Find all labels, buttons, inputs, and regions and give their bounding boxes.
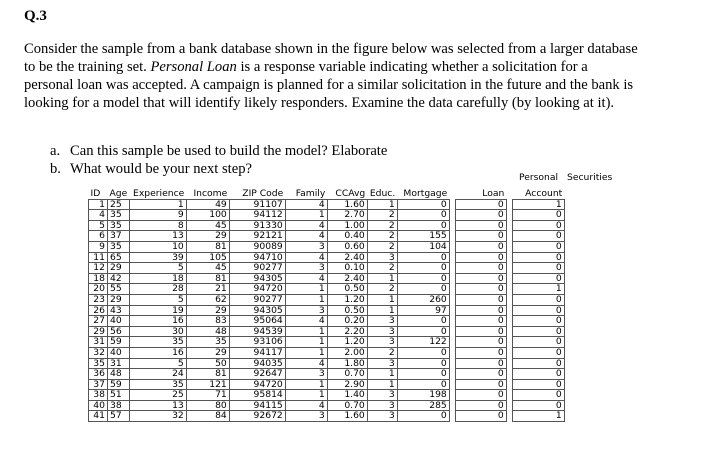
table-cell: 1.00 <box>327 220 367 231</box>
table-row <box>89 273 565 284</box>
column-header: Educ. <box>369 189 396 199</box>
table-cell: 3 <box>367 390 397 401</box>
table-cell: 29 <box>186 347 229 358</box>
table-cell: 0 <box>455 220 506 231</box>
table-cell: 84 <box>186 411 229 422</box>
table-cell: 94305 <box>229 305 285 316</box>
table-cell: 40 <box>108 347 130 358</box>
table-cell: 0 <box>512 294 564 305</box>
table-row <box>89 337 565 348</box>
table-cell: 105 <box>186 252 229 263</box>
securities-header: Securities <box>567 172 613 183</box>
table-cell: 1 <box>285 326 327 337</box>
table-cell: 94112 <box>229 210 285 221</box>
table-cell: 94117 <box>229 347 285 358</box>
table-cell: 94035 <box>229 358 285 369</box>
table-cell: 83 <box>186 316 229 327</box>
table-cell: 65 <box>108 252 130 263</box>
table-cell: 36 <box>89 369 108 380</box>
table-cell: 4 <box>285 316 327 327</box>
table-cell: 0 <box>455 199 506 210</box>
table-cell: 0 <box>397 326 449 337</box>
table-cell: 1 <box>89 199 108 210</box>
table-cell: 1 <box>367 273 397 284</box>
table-cell: 3 <box>367 411 397 422</box>
table-cell: 18 <box>89 273 108 284</box>
table-cell: 100 <box>186 210 229 221</box>
table-cell: 1 <box>129 199 186 210</box>
table-cell: 2.20 <box>327 326 367 337</box>
table-row <box>89 252 565 263</box>
table-cell: 0 <box>512 326 564 337</box>
table-row <box>89 294 565 305</box>
table-cell: 40 <box>108 316 130 327</box>
table-cell: 5 <box>89 220 108 231</box>
table-cell: 4 <box>285 220 327 231</box>
table-cell: 0 <box>455 369 506 380</box>
table-cell: 40 <box>89 400 108 411</box>
table-cell: 90277 <box>229 263 285 274</box>
table-cell: 0 <box>512 210 564 221</box>
table-cell: 12 <box>89 263 108 274</box>
table-cell: 62 <box>186 294 229 305</box>
table-cell: 1 <box>285 284 327 295</box>
question-title: Q.3 <box>24 8 47 24</box>
question-list <box>50 142 387 178</box>
paragraph-line: looking for a model that will identify likely responders. Examine the data carefully (by looking at it). <box>24 95 615 111</box>
table-row <box>89 263 565 274</box>
table-cell: 1.40 <box>327 390 367 401</box>
table-row <box>89 326 565 337</box>
problem-paragraph <box>24 40 704 112</box>
table-cell: 45 <box>186 263 229 274</box>
table-cell: 5 <box>129 294 186 305</box>
table-cell: 2 <box>367 210 397 221</box>
table-cell: 3 <box>367 400 397 411</box>
table-cell: 94115 <box>229 400 285 411</box>
table-cell: 35 <box>108 220 130 231</box>
table-cell: 1 <box>367 379 397 390</box>
table-cell: 91107 <box>229 199 285 210</box>
paragraph-line: Consider the sample from a bank database shown in the figure below was selected from a larger database <box>24 41 638 57</box>
table-cell: 0 <box>455 326 506 337</box>
table-row <box>89 358 565 369</box>
table-cell: 1 <box>512 284 564 295</box>
table-cell: 2 <box>367 263 397 274</box>
table-cell: 1.20 <box>327 294 367 305</box>
table-cell: 198 <box>397 390 449 401</box>
table-cell: 4 <box>285 252 327 263</box>
table-row <box>89 284 565 295</box>
table-cell: 2.90 <box>327 379 367 390</box>
table-cell: 16 <box>129 347 186 358</box>
table-cell: 1 <box>512 199 564 210</box>
table-cell: 19 <box>129 305 186 316</box>
column-header: Income <box>193 189 228 199</box>
table-cell: 1 <box>512 411 564 422</box>
table-cell: 1.20 <box>327 337 367 348</box>
table-cell: 71 <box>186 390 229 401</box>
table-cell: 4 <box>285 199 327 210</box>
table-cell: 59 <box>108 337 130 348</box>
table-cell: 0 <box>512 220 564 231</box>
table-cell: 0 <box>397 411 449 422</box>
table-cell: 0 <box>512 390 564 401</box>
table-cell: 0 <box>512 347 564 358</box>
table-row <box>89 369 565 380</box>
table-cell: 29 <box>186 231 229 242</box>
table-cell: 0 <box>397 358 449 369</box>
table-cell: 4 <box>285 358 327 369</box>
table-cell: 1 <box>285 390 327 401</box>
table-cell: 26 <box>89 305 108 316</box>
table-cell: 1 <box>285 347 327 358</box>
table-cell: 2.40 <box>327 273 367 284</box>
table-cell: 1.60 <box>327 199 367 210</box>
table-cell: 0 <box>455 210 506 221</box>
table-cell: 92672 <box>229 411 285 422</box>
table-cell: 0 <box>397 284 449 295</box>
table-cell: 1 <box>367 369 397 380</box>
table-cell: 90089 <box>229 241 285 252</box>
table-cell: 13 <box>129 400 186 411</box>
table-cell: 95814 <box>229 390 285 401</box>
table-cell: 13 <box>129 231 186 242</box>
table-cell: 0 <box>455 400 506 411</box>
column-header: Age <box>109 189 128 199</box>
table-cell: 3 <box>367 337 397 348</box>
table-cell: 121 <box>186 379 229 390</box>
table-cell: 0 <box>512 241 564 252</box>
table-cell: 35 <box>129 379 186 390</box>
table-cell: 31 <box>89 337 108 348</box>
table-cell: 0 <box>512 263 564 274</box>
question-marker: a. <box>50 143 61 159</box>
table-cell: 29 <box>186 305 229 316</box>
italic-term: Personal Loan <box>150 59 237 75</box>
table-cell: 0 <box>455 358 506 369</box>
table-cell: 0 <box>397 273 449 284</box>
table-cell: 42 <box>108 273 130 284</box>
table-cell: 0.50 <box>327 305 367 316</box>
table-cell: 97 <box>397 305 449 316</box>
table-cell: 29 <box>108 294 130 305</box>
table-cell: 9 <box>89 241 108 252</box>
table-cell: 0 <box>455 263 506 274</box>
table-cell: 9 <box>129 210 186 221</box>
table-cell: 3 <box>285 411 327 422</box>
table-cell: 0 <box>512 337 564 348</box>
table-cell: 1 <box>367 305 397 316</box>
table-cell: 3 <box>285 241 327 252</box>
table-cell: 0 <box>397 379 449 390</box>
table-cell: 2 <box>367 231 397 242</box>
table-cell: 0 <box>455 231 506 242</box>
question-item <box>50 142 387 160</box>
table-cell: 0.10 <box>327 263 367 274</box>
table-cell: 4 <box>285 400 327 411</box>
question-marker: b. <box>50 161 61 177</box>
table-cell: 0 <box>455 273 506 284</box>
table-cell: 10 <box>129 241 186 252</box>
table-cell: 2 <box>367 241 397 252</box>
table-cell: 0.70 <box>327 369 367 380</box>
table-cell: 2 <box>367 220 397 231</box>
table-cell: 31 <box>108 358 130 369</box>
table-cell: 18 <box>129 273 186 284</box>
table-cell: 0 <box>397 369 449 380</box>
table-row <box>89 199 565 210</box>
table-cell: 25 <box>129 390 186 401</box>
table-cell: 3 <box>367 252 397 263</box>
table-cell: 59 <box>108 379 130 390</box>
table-cell: 4 <box>285 231 327 242</box>
table-cell: 2.00 <box>327 347 367 358</box>
table-cell: 5 <box>129 358 186 369</box>
table-cell: 35 <box>129 337 186 348</box>
table-row <box>89 400 565 411</box>
table-cell: 0 <box>455 337 506 348</box>
table-cell: 0 <box>455 252 506 263</box>
table-cell: 3 <box>285 263 327 274</box>
table-cell: 4 <box>89 210 108 221</box>
personal-header: Personal <box>519 172 559 183</box>
bank-data-table <box>88 172 613 422</box>
table-cell: 35 <box>89 358 108 369</box>
table-cell: 2.40 <box>327 252 367 263</box>
table-cell: 24 <box>129 369 186 380</box>
table-cell: 3 <box>367 358 397 369</box>
table-cell: 8 <box>129 220 186 231</box>
table-cell: 0.20 <box>327 316 367 327</box>
table-cell: 32 <box>129 411 186 422</box>
table-row <box>89 210 565 221</box>
table-cell: 1 <box>285 379 327 390</box>
table-row <box>89 411 565 422</box>
table-cell: 95064 <box>229 316 285 327</box>
column-header: Account <box>525 189 563 199</box>
table-cell: 35 <box>186 337 229 348</box>
table-cell: 0 <box>512 273 564 284</box>
table-row <box>89 379 565 390</box>
table-cell: 94539 <box>229 326 285 337</box>
table-cell: 35 <box>108 210 130 221</box>
table-cell: 28 <box>129 284 186 295</box>
table-row <box>89 231 565 242</box>
table-cell: 1 <box>367 199 397 210</box>
column-header: Family <box>295 189 326 199</box>
table-cell: 0.60 <box>327 241 367 252</box>
table-cell: 0 <box>397 210 449 221</box>
table-row <box>89 347 565 358</box>
table-cell: 2.70 <box>327 210 367 221</box>
column-header: Mortgage <box>403 189 448 199</box>
table-cell: 0 <box>512 400 564 411</box>
table-cell: 51 <box>108 390 130 401</box>
table-cell: 94720 <box>229 284 285 295</box>
table-cell: 38 <box>108 400 130 411</box>
table-cell: 21 <box>186 284 229 295</box>
table-cell: 45 <box>186 220 229 231</box>
table-cell: 20 <box>89 284 108 295</box>
table-cell: 94720 <box>229 379 285 390</box>
table-cell: 37 <box>108 231 130 242</box>
table-row <box>89 241 565 252</box>
table-cell: 104 <box>397 241 449 252</box>
table-cell: 11 <box>89 252 108 263</box>
table-cell: 1 <box>367 294 397 305</box>
table-cell: 0 <box>512 305 564 316</box>
table-cell: 0.50 <box>327 284 367 295</box>
table-cell: 0 <box>455 411 506 422</box>
table-cell: 0 <box>455 294 506 305</box>
table-cell: 48 <box>186 326 229 337</box>
table-cell: 93106 <box>229 337 285 348</box>
table-cell: 91330 <box>229 220 285 231</box>
table-cell: 0.70 <box>327 400 367 411</box>
table-cell: 5 <box>129 263 186 274</box>
table-cell: 30 <box>129 326 186 337</box>
table-cell: 260 <box>397 294 449 305</box>
paragraph-line: to be the training set. Personal Loan is a response variable indicating whether a solicitation for a <box>24 59 588 75</box>
table-cell: 122 <box>397 337 449 348</box>
table-cell: 0 <box>455 390 506 401</box>
table-cell: 1 <box>285 294 327 305</box>
table-cell: 0 <box>455 284 506 295</box>
table-cell: 37 <box>89 379 108 390</box>
table-cell: 0 <box>455 316 506 327</box>
column-header: CCAvg <box>335 189 366 199</box>
table-cell: 0 <box>455 305 506 316</box>
table-cell: 155 <box>397 231 449 242</box>
table-cell: 29 <box>89 326 108 337</box>
table-cell: 25 <box>108 199 130 210</box>
table-cell: 90277 <box>229 294 285 305</box>
table-row <box>89 390 565 401</box>
table-cell: 2 <box>367 284 397 295</box>
table-cell: 0 <box>512 231 564 242</box>
table-cell: 3 <box>367 326 397 337</box>
table-cell: 0.40 <box>327 231 367 242</box>
question-item <box>50 160 387 178</box>
table-cell: 0 <box>397 263 449 274</box>
column-header: ID <box>90 189 101 199</box>
table-cell: 50 <box>186 358 229 369</box>
table-cell: 0 <box>455 347 506 358</box>
table-cell: 57 <box>108 411 130 422</box>
table-cell: 49 <box>186 199 229 210</box>
table-cell: 6 <box>89 231 108 242</box>
table-cell: 32 <box>89 347 108 358</box>
table-cell: 0 <box>512 316 564 327</box>
table-cell: 0 <box>512 369 564 380</box>
table-cell: 23 <box>89 294 108 305</box>
table-cell: 35 <box>108 241 130 252</box>
table-cell: 0 <box>397 199 449 210</box>
question-text: What would be your next step? <box>70 161 252 177</box>
table-cell: 81 <box>186 241 229 252</box>
table-cell: 1 <box>285 337 327 348</box>
table-cell: 1.60 <box>327 411 367 422</box>
table-cell: 92647 <box>229 369 285 380</box>
table-cell: 16 <box>129 316 186 327</box>
table-cell: 38 <box>89 390 108 401</box>
table-row <box>89 220 565 231</box>
table-cell: 0 <box>455 379 506 390</box>
table-cell: 0 <box>397 220 449 231</box>
table-row <box>89 316 565 327</box>
table-cell: 81 <box>186 273 229 284</box>
table-cell: 94305 <box>229 273 285 284</box>
table-cell: 0 <box>512 252 564 263</box>
table-cell: 39 <box>129 252 186 263</box>
table-cell: 0 <box>397 252 449 263</box>
table-cell: 81 <box>186 369 229 380</box>
table-cell: 29 <box>108 263 130 274</box>
table-cell: 41 <box>89 411 108 422</box>
column-header: Experience <box>133 189 185 199</box>
column-header: ZIP Code <box>242 189 284 199</box>
table-cell: 1 <box>285 210 327 221</box>
table-cell: 94710 <box>229 252 285 263</box>
table-row <box>89 305 565 316</box>
table-cell: 2 <box>367 347 397 358</box>
question-text: Can this sample be used to build the model? Elaborate <box>70 143 388 159</box>
table-cell: 0 <box>455 241 506 252</box>
table-cell: 1.80 <box>327 358 367 369</box>
table-cell: 3 <box>285 369 327 380</box>
table-cell: 92121 <box>229 231 285 242</box>
table-cell: 56 <box>108 326 130 337</box>
table-cell: 0 <box>512 358 564 369</box>
table-cell: 43 <box>108 305 130 316</box>
table-cell: 0 <box>397 316 449 327</box>
table-cell: 80 <box>186 400 229 411</box>
table-cell: 3 <box>285 305 327 316</box>
table-cell: 0 <box>512 379 564 390</box>
table-cell: 0 <box>397 347 449 358</box>
table-cell: 55 <box>108 284 130 295</box>
paragraph-line: personal loan was accepted. A campaign is planned for a similar solicitation in the future and the bank is <box>24 77 634 93</box>
column-header: Loan <box>482 189 505 199</box>
table-cell: 285 <box>397 400 449 411</box>
table-cell: 48 <box>108 369 130 380</box>
table-cell: 27 <box>89 316 108 327</box>
table-cell: 4 <box>285 273 327 284</box>
table-cell: 3 <box>367 316 397 327</box>
